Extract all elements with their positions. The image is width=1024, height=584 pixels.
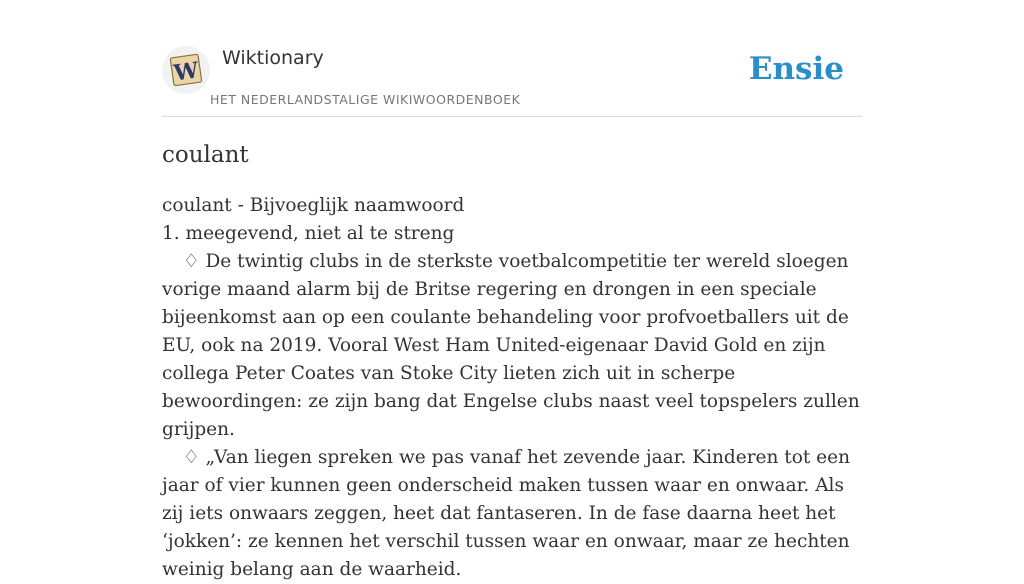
- wiktionary-logo[interactable]: [162, 46, 210, 94]
- site-header: [162, 0, 862, 117]
- example-sentence: ♢ „Van liegen spreken we pas vanaf het zevende jaar. Kinderen tot een jaar of vier kunnen geen onderscheid maken tussen waar en onwaar. Als zij iets onwaars zeggen, heet dat fantaseren. In de fase daarna heet het ‘jokken’: ze kennen het verschil tussen waar en onwaar, maar ze hechten weinig belang aan de waarheid.: [162, 447, 850, 580]
- ensie-brand-link[interactable]: Ensie: [748, 51, 844, 87]
- entry-content: [162, 192, 862, 584]
- part-of-speech-line: coulant - Bijvoeglijk naamwoord: [162, 195, 465, 216]
- definition: 1. meegevend, niet al te streng: [162, 223, 455, 244]
- page-title: coulant: [162, 142, 249, 168]
- logo-letter: W: [172, 57, 201, 87]
- example-sentence: ♢ De twintig clubs in de sterkste voetbalcompetitie ter wereld sloegen vorige maand alarm bij de Britse regering en drongen in een speciale bijeenkomst aan op een coulante behandeling voor profvoetballers uit de EU, ook na 2019. Vooral West Ham United-eigenaar David Gold en zijn collega Peter Coates van Stoke City lieten zich uit in scherpe bewoordingen: ze zijn bang dat Engelse clubs naast veel topspelers zullen grijpen.: [162, 251, 860, 440]
- wiktionary-tile-icon: [167, 51, 205, 89]
- site-subtitle: HET NEDERLANDSTALIGE WIKIWOORDENBOEK: [210, 92, 521, 107]
- site-name[interactable]: Wiktionary: [222, 47, 324, 69]
